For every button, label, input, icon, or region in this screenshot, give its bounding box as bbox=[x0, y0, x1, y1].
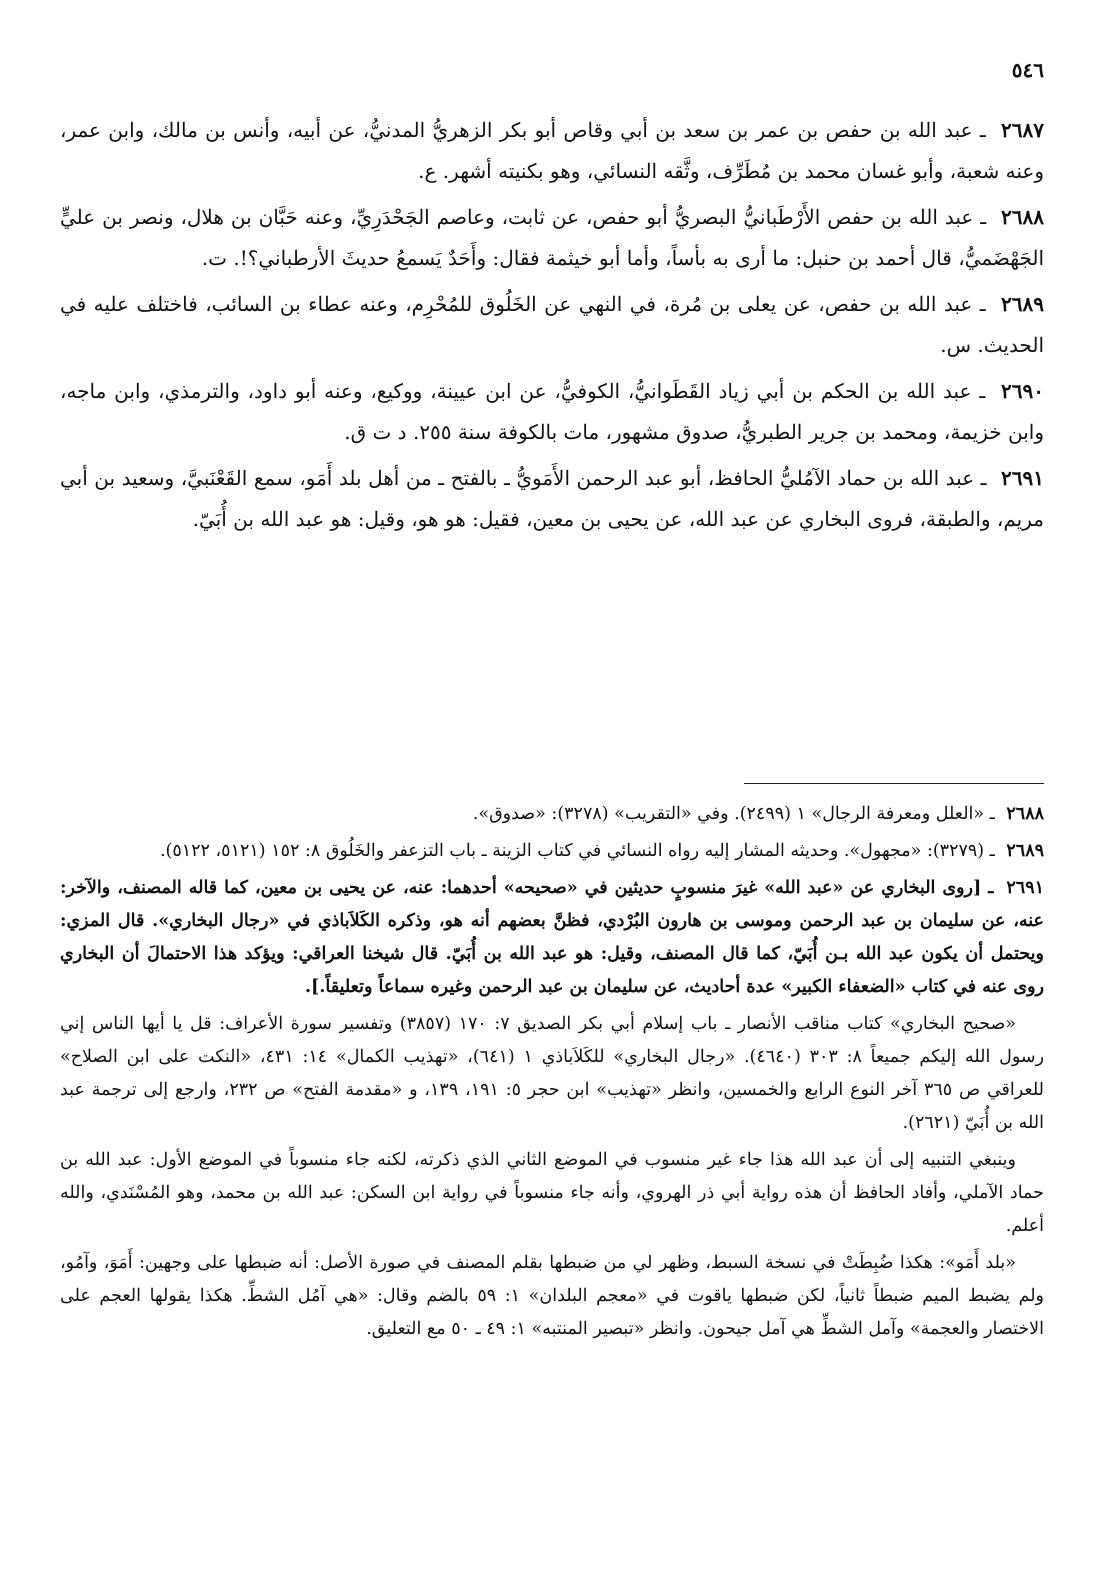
footnote-text: ـ «العلل ومعرفة الرجال» ١ (٢٤٩٩). وفي «التقريب» (٣٢٧٨): «صدوق». bbox=[472, 804, 995, 824]
main-text bbox=[60, 110, 1044, 545]
entry-text: ـ عبد الله بن الحكم بن أبي زياد القَطَوانيُّ، الكوفيُّ، عن ابن عيينة، ووكيع، وعنه أبو داود، والترمذي، وابن ماجه، وابن خزيمة، ومحمد بن جرير الطبريُّ، صدوق مشهور، مات بالكوفة سنة ٢٥٥. د ت ق. bbox=[60, 379, 1044, 444]
footnote-number: ٢٦٨٨ bbox=[1006, 804, 1044, 824]
footnote-text: ـ [روى البخاري عن «عبد الله» غيرَ منسوبٍ حديثين في «صحيحه» أحدهما: عنه، عن يحيى بن معين، كما قاله المصنف، والآخر: عنه، عن سليمان بن عبد الرحمن وموسى بن هارون البُرْدي، فظنَّ بعضهم أنه هو، وذكره الكَلاَباذي في «رجال البخاري». قال المزي: ويحتمل أن يكون عبد الله بـن أُبَيّ، كما قال المصنف، وقيل: هو عبد الله بن أُبَيّ. قال شيخنا العراقي: ويؤكد هذا الاحتمالَ أن البخاري روى عنه في كتاب «الضعفاء الكبير» عدة أحاديث، عن سليمان بن عبد الرحمن وغيره سماعاً وتعليقاً.]. bbox=[60, 878, 1044, 997]
biography-entry bbox=[60, 284, 1044, 366]
footnote-divider bbox=[744, 783, 1044, 784]
entry-text: ـ عبد الله بن حفص الأَرْطَبانيُّ البصريُّ أبو حفص، عن ثابت، وعاصم الجَحْدَرِيِّ، وعنه حَبَّان بن هلال، ونصر بن عليٍّ الجَهْضَميُّ، قال أحمد بن حنبل: ما أرى به بأساً، وأما أبو خيثمة فقال: وأَحَدٌ يَسمعُ حديثَ الأرطباني؟!. ت. bbox=[60, 205, 1044, 270]
footnote-paragraph: «بلد أَمَو»: هكذا ضُبِطَتْ في نسخة السبط، وظهر لي من ضبطها بقلم المصنف في صورة الأصل: أنه ضبطها على وجهين: أَمَوَ، وآمُو، ولم يضبط الميم ضبطاً ثانياً، لكن ضبطها ياقوت في «معجم البلدان» ١: ٥٩ بالضم وقال: «هي آمُل الشطِّ. هكذا يقولها العجم على الاختصار والعجمة» وآمل الشطِّ هي آمل جيحون. وانظر «تبصير المنتبه» ١: ٤٩ ـ ٥٠ مع التعليق. bbox=[60, 1253, 1045, 1339]
footnotes bbox=[60, 798, 1044, 1350]
entry-text: ـ عبد الله بن حفص، عن يعلى بن مُرة، في النهي عن الخَلُوق للمُحْرِم، وعنه عطاء بن السائب، فاختلف عليه في الحديث. س. bbox=[60, 292, 1044, 357]
footnote-text: ـ (٣٢٧٩): «مجهول». وحديثه المشار إليه رواه النسائي في كتاب الزينة ـ باب التزعفر والخَلُوق ٨: ١٥٢ (٥١٢١، ٥١٢٢). bbox=[159, 841, 995, 861]
entry-number: ٢٦٨٧ bbox=[1001, 118, 1045, 142]
footnote bbox=[60, 835, 1044, 868]
footnote-number: ٢٦٩١ bbox=[1006, 878, 1045, 898]
entry-number: ٢٦٨٩ bbox=[1001, 292, 1044, 316]
entry-text: ـ عبد الله بن حفص بن عمر بن سعد بن أبي وقاص أبو بكر الزهريُّ المدنيُّ، عن أبيه، وأنس بن مالك، وابن عمر، وعنه شعبة، وأبو غسان محمد بن مُطَرِّف، وثَّقه النسائي، وهو بكنيته أشهر. ع. bbox=[60, 118, 1044, 183]
entry-number: ٢٦٩١ bbox=[1001, 466, 1044, 490]
book-page bbox=[60, 48, 1044, 1549]
biography-entry bbox=[60, 371, 1044, 453]
biography-entry bbox=[60, 197, 1044, 279]
entry-number: ٢٦٩٠ bbox=[1001, 379, 1044, 403]
footnote-number: ٢٦٨٩ bbox=[1006, 841, 1044, 861]
entry-text: ـ عبد الله بن حماد الآمُليُّ الحافظ، أبو عبد الرحمن الأَمَويُّ ـ بالفتح ـ من أهل بلد أَمَو، سمع القَعْنَبيَّ، وسعيد بن أبي مريم، والطبقة، فروى البخاري عن عبد الله، عن يحيى بن معين، فقيل: هو هو، وقيل: هو عبد الله بن أُبَيّ. bbox=[60, 466, 1044, 531]
footnote-paragraph: وينبغي التنبيه إلى أن عبد الله هذا جاء غير منسوب في الموضع الثاني الذي ذكرته، لكنه جاء منسوباً في الموضع الأول: عبد الله بن حماد الآملي، وأفاد الحافظ أن هذه رواية أبي ذر الهروي، وأنه جاء منسوباً في رواية ابن السكن: عبد الله بن محمد، وهو المُسْنَدي، والله أعلم. bbox=[60, 1150, 1044, 1236]
biography-entry bbox=[60, 458, 1044, 540]
page-number: ٥٤٦ bbox=[1011, 58, 1044, 82]
entry-number: ٢٦٨٨ bbox=[1001, 205, 1045, 229]
footnote-paragraph: «صحيح البخاري» كتاب مناقب الأنصار ـ باب إسلام أبي بكر الصديق ٧: ١٧٠ (٣٨٥٧) وتفسير سورة الأعراف: قل يا أيها الناس إني رسول الله إليكم جميعاً ٨: ٣٠٣ (٤٦٤٠). «رجال البخاري» للكَلاَباذي ١ (٦٤١)، «تهذيب الكمال» ١٤: ٤٣١، «النكت على ابن الصلاح» للعراقي ص ٣٦٥ آخر النوع الرابع والخمسين، وانظر «تهذيب» ابن حجر ٥: ١٩١، ١٣٩، و «مقدمة الفتح» ص ٢٣٢، وارجع إلى ترجمة عبد الله بن أُبَيّ (٢٦٢١). bbox=[60, 1014, 1045, 1133]
biography-entry bbox=[60, 110, 1044, 192]
footnote bbox=[60, 872, 1044, 1004]
footnote bbox=[60, 798, 1044, 831]
